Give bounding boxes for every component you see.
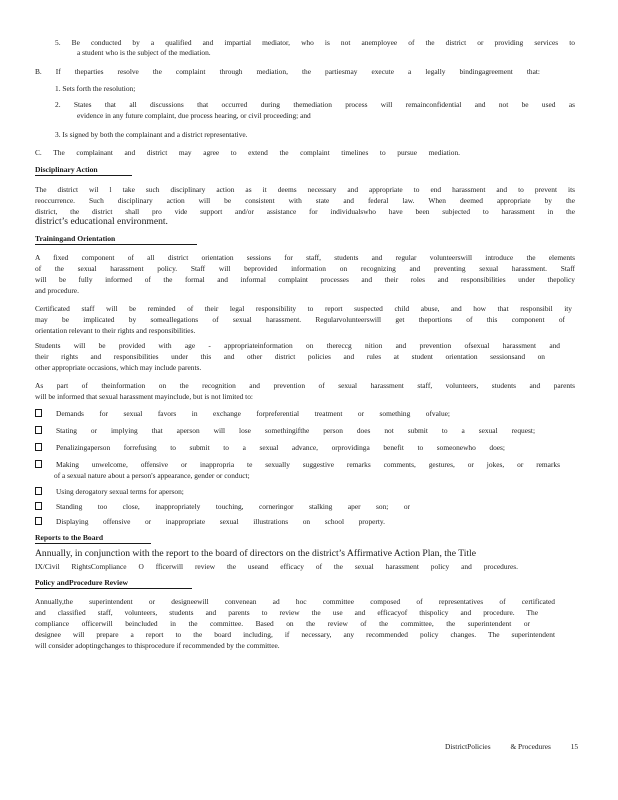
- list-item: [35, 487, 285, 497]
- text-line: and procedure.: [35, 286, 79, 295]
- text-line: will be informed that sexual harassment mayinclude, but is not limited to:: [35, 392, 253, 401]
- list-item: [35, 443, 505, 453]
- text-line: may be implicated by someallegations of sexual harassment. Regularvolunteerswill get theportions of this component of: [35, 315, 565, 324]
- section-heading-training-orientation: Trainingand Orientation: [35, 234, 197, 245]
- text-line: Annually,the superintendent or designeewill convenean ad hoc committee composed of representatives of certificated: [35, 597, 555, 606]
- list-item: [35, 426, 535, 436]
- page-footer: [445, 742, 596, 752]
- text-line: compliance officerwill beincluded in the committee. Based on the review of the committee, the superintendent or: [35, 619, 530, 628]
- list-item-text: Displaying offensive or inappropriate sexual illustrations on school property.: [56, 517, 385, 526]
- text-line: a student who is the subject of the mediation.: [77, 48, 211, 57]
- list-item-text: Demands for sexual favors in exchange forpreferential treatment or something ofvalue;: [56, 409, 450, 418]
- text-line: 3. Is signed by both the complainant and a district representative.: [55, 130, 248, 139]
- page-number: 15: [570, 742, 579, 751]
- text-line: and classified staff, volunteers, students and parents to review the use and efficacyof thispolicy and procedure. The: [35, 608, 538, 617]
- section-heading-disciplinary-action: Disciplinary Action: [35, 165, 132, 176]
- text-line: Students will be provided with age - appropriateinformation on thereccg nition and prevention ofsexual harassment and: [35, 341, 560, 350]
- text-line: 1. Sets forth the resolution;: [55, 84, 136, 93]
- text-line: will be fully informed of the formal and informal complaint processes and their roles and responsibilities under thepolicy: [35, 275, 575, 284]
- section-heading-reports-to-board: Reports to the Board: [35, 533, 151, 544]
- list-item: [35, 409, 450, 419]
- square-bullet-icon: [35, 443, 42, 451]
- text-line: their rights and responsibilities under this and other district policies and rules at student orientation sessionsand on: [35, 352, 545, 361]
- text-line: 2. States that all discussions that occurred during themediation process will remainconfidential and not be used as: [55, 100, 575, 109]
- square-bullet-icon: [35, 426, 42, 434]
- footer-section: & Procedures: [510, 742, 551, 751]
- text-line: Certificated staff will be reminded of their legal responsibility to report suspected child abuse, and how that responsibil ity: [35, 304, 572, 313]
- text-line: district, the district shall pro vide support and/or assistance for individualswho have been subjected to harassment in the: [35, 207, 575, 216]
- list-item: [35, 517, 385, 527]
- list-item: [35, 460, 560, 470]
- list-item-text: Using derogatory sexual terms for aperson;: [56, 487, 184, 496]
- list-item-text: Making unwelcome, offensive or inappropria te sexually suggestive remarks comments, gestures, or jokes, or remarks: [56, 460, 560, 469]
- text-line-large: district’s educational environment.: [35, 216, 168, 227]
- text-line: evidence in any future complaint, due process hearing, or civil proceeding; and: [77, 111, 311, 120]
- list-item: [35, 502, 410, 512]
- text-line: designee will prepare a report to the board including, if necessary, any recommended policy changes. The superintendent: [35, 630, 555, 639]
- text-line: A fixed component of all district orientation sessions for staff, students and regular volunteerswill introduce the elements: [35, 253, 575, 262]
- text-line: As part of theinformation on the recognition and prevention of sexual harassment staff, volunteers, students and parents: [35, 381, 575, 390]
- square-bullet-icon: [35, 517, 42, 525]
- text-line: reoccurrence. Such disciplinary action will be consistent with state and federal law. When deemed appropriate by the: [35, 196, 575, 205]
- square-bullet-icon: [35, 502, 42, 510]
- text-line: IX/Civil RightsCompliance O fficerwill review the useand efficacy of the sexual harassment policy and procedures.: [35, 562, 518, 571]
- text-line: C. The complainant and district may agree to extend the complaint timelines to pursue mediation.: [35, 148, 460, 157]
- text-line: other appropriate occasions, which may include parents.: [35, 363, 202, 372]
- section-heading-policy-procedure-review: Policy andProcedure Review: [35, 578, 192, 589]
- list-item-text: Stating or implying that aperson will lose somethingifthe person does not submit to a sexual request;: [56, 426, 535, 435]
- list-item-continuation: of a sexual nature about a person's appearance, gender or conduct;: [54, 471, 250, 480]
- square-bullet-icon: [35, 460, 42, 468]
- text-line: orientation relevant to their rights and responsibilities.: [35, 326, 196, 335]
- text-line: B. If theparties resolve the complaint through mediation, the partiesmay execute a legally bindingagreement that:: [35, 67, 540, 76]
- list-item-text: Penalizingaperson forrefusing to submit to a sexual advance, orprovidinga benefit to someonewho does;: [56, 443, 505, 452]
- text-line: will consider adoptingchanges to thisprocedure if recommended by the committee.: [35, 641, 280, 650]
- text-line: 5. Be conducted by a qualified and impartial mediator, who is not anemployee of the district or providing services to: [55, 38, 575, 47]
- footer-title: DistrictPolicies: [445, 742, 491, 751]
- square-bullet-icon: [35, 487, 42, 495]
- text-line: The district wil l take such disciplinary action as it deems necessary and appropriate to end harassment and to prevent its: [35, 185, 575, 194]
- list-item-text: Standing too close, inappropriately touching, corneringor stalking aper son; or: [56, 502, 410, 511]
- square-bullet-icon: [35, 409, 42, 417]
- text-line-large: Annually, in conjunction with the report to the board of directors on the district’s Affirmative Action Plan, the Title: [35, 548, 476, 559]
- text-line: of the sexual harassment policy. Staff will beprovided information on recognizing and preventing sexual harassment. Staff: [35, 264, 575, 273]
